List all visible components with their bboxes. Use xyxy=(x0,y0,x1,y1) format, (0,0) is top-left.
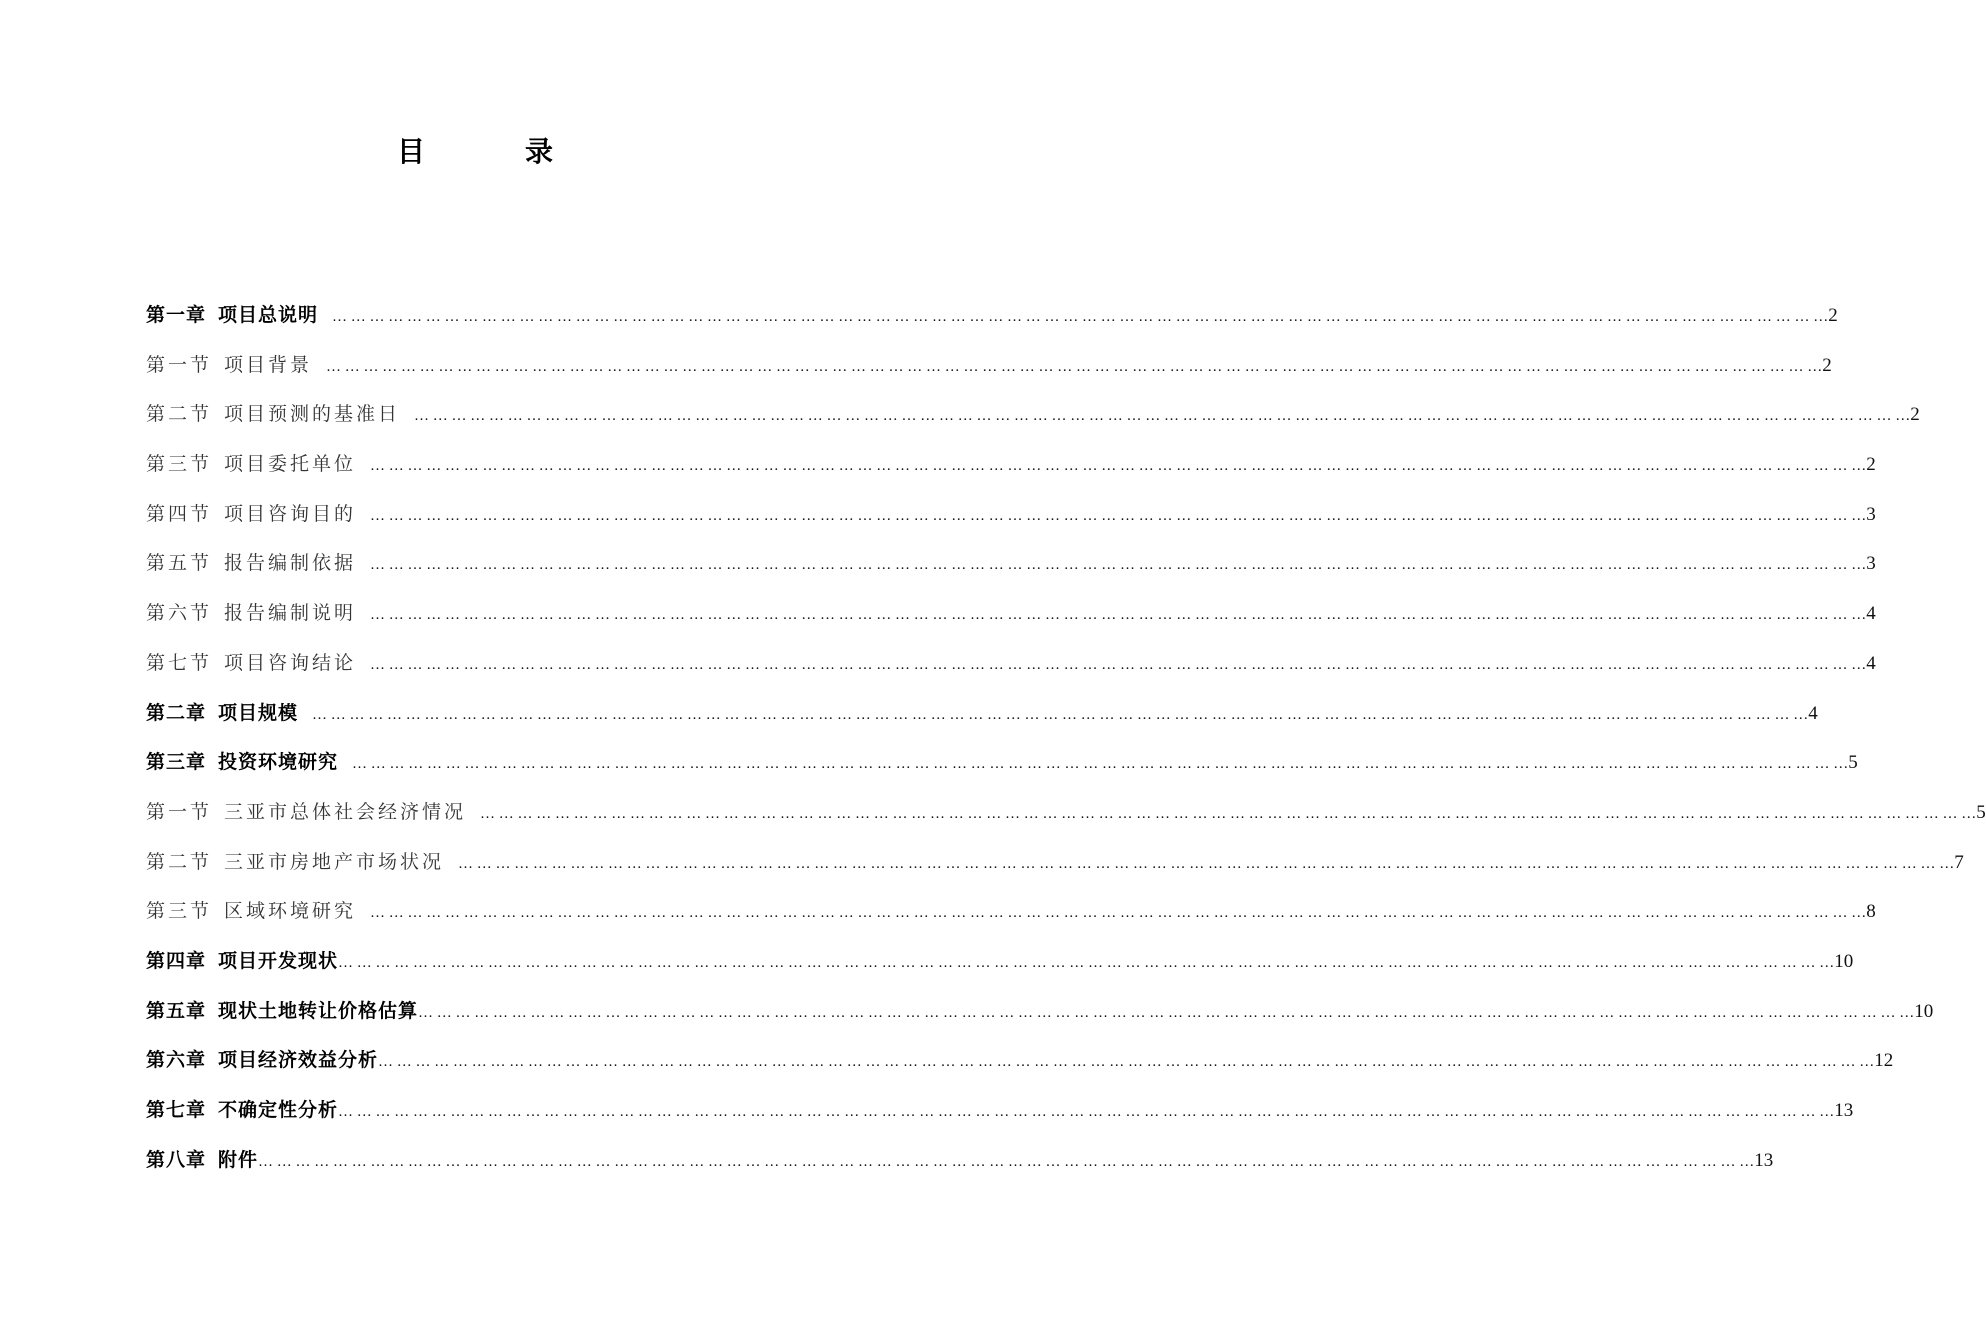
toc-entry-title: 项目委托单位 xyxy=(224,453,357,476)
toc-chapter-entry[interactable] xyxy=(146,993,1934,1043)
toc-chapter-entry[interactable] xyxy=(146,1092,1854,1142)
toc-page-number: 2 xyxy=(1822,354,1832,376)
toc-section-entry[interactable] xyxy=(146,347,1832,397)
toc-dot-leader: … … … … … … … … … … … … … … … … … … … … … … … … … … … … … … … … … … … … … … … … … … … … … … … … … … … … … … … … … … … … … … … … … … … … … … … … … … … … … … … … xyxy=(378,1054,1875,1071)
toc-page-number: 4 xyxy=(1866,652,1876,674)
toc-entry-number: 第二节 xyxy=(146,403,213,426)
toc-dot-leader: … … … … … … … … … … … … … … … … … … … … … … … … … … … … … … … … … … … … … … … … … … … … … … … … … … … … … … … … … … … … … … … … … … … … … … … … … … … … … … … … xyxy=(338,954,1835,971)
toc-page-number: 7 xyxy=(1954,851,1964,873)
toc-entry-number: 第七节 xyxy=(146,651,213,674)
toc-page-number: 10 xyxy=(1914,1000,1934,1022)
toc-section-entry[interactable] xyxy=(146,645,1876,695)
toc-entry-number: 第三章 xyxy=(146,751,207,774)
toc-page-number: 2 xyxy=(1910,404,1920,426)
toc-chapter-entry[interactable] xyxy=(146,695,1818,745)
toc-dot-leader: … … … … … … … … … … … … … … … … … … … … … … … … … … … … … … … … … … … … … … … … … … … … … … … … … … … … … … … … … … … … … … … … … … … … … … … … … … … … … … … … xyxy=(370,607,1867,624)
toc-entry-number: 第一章 xyxy=(146,304,207,326)
toc-dot-leader: … … … … … … … … … … … … … … … … … … … … … … … … … … … … … … … … … … … … … … … … … … … … … … … … … … … … … … … … … … … … … … … … … … … … … … … … … … … … … … … … xyxy=(480,805,1977,822)
toc-entry-title: 项目经济效益分析 xyxy=(218,1049,379,1072)
toc-page-number: 8 xyxy=(1866,901,1876,923)
toc-page-number: 13 xyxy=(1834,1100,1854,1121)
toc-dot-leader: … … … … … … … … … … … … … … … … … … … … … … … … … … … … … … … … … … … … … … … … … … … … … … … … … … … … … … … … … … … … … … … … … … … … … … … … … … … … … … … … xyxy=(458,855,1955,872)
toc-entry-number: 第五章 xyxy=(146,999,207,1022)
toc-entry-number: 第一节 xyxy=(146,353,213,376)
toc-entry-title: 区域环境研究 xyxy=(224,900,357,923)
toc-entry-title: 项目咨询结论 xyxy=(224,651,357,674)
toc-chapter-entry[interactable] xyxy=(146,1042,1894,1092)
toc-entry-title: 报告编制依据 xyxy=(224,552,357,575)
toc-dot-leader: … … … … … … … … … … … … … … … … … … … … … … … … … … … … … … … … … … … … … … … … … … … … … … … … … … … … … … … … … … … … … … … … … … … … … … … … … … … … … … … … xyxy=(370,905,1867,922)
toc-section-entry[interactable] xyxy=(146,844,1964,894)
toc-entry-title: 三亚市总体社会经济情况 xyxy=(224,800,467,823)
toc-dot-leader: … … … … … … … … … … … … … … … … … … … … … … … … … … … … … … … … … … … … … … … … … … … … … … … … … … … … … … … … … … … … … … … … … … … … … … … … … … … … … … … … xyxy=(370,656,1867,673)
toc-page-number: 2 xyxy=(1828,305,1838,326)
toc-dot-leader: … … … … … … … … … … … … … … … … … … … … … … … … … … … … … … … … … … … … … … … … … … … … … … … … … … … … … … … … … … … … … … … … … … … … … … … … … … … … … … … … xyxy=(312,706,1809,723)
toc-section-entry[interactable] xyxy=(146,893,1876,943)
toc-chapter-entry[interactable] xyxy=(146,943,1854,993)
toc-dot-leader: … … … … … … … … … … … … … … … … … … … … … … … … … … … … … … … … … … … … … … … … … … … … … … … … … … … … … … … … … … … … … … … … … … … … … … … … … … … … … … … … xyxy=(352,756,1849,773)
toc-page-number: 4 xyxy=(1866,603,1876,625)
toc-entry-title: 项目开发现状 xyxy=(218,949,339,972)
toc-page-number: 12 xyxy=(1874,1050,1894,1072)
toc-page-number: 3 xyxy=(1866,553,1876,575)
toc-page-number: 2 xyxy=(1866,454,1876,476)
toc-entry-title: 项目总说明 xyxy=(218,304,319,326)
toc-page-number: 10 xyxy=(1834,950,1854,972)
toc-section-entry[interactable] xyxy=(146,396,1920,446)
toc-dot-leader: … … … … … … … … … … … … … … … … … … … … … … … … … … … … … … … … … … … … … … … … … … … … … … … … … … … … … … … … … … … … … … … … … … … … … … … … … … … … … … … … xyxy=(414,408,1911,425)
toc-page-number: 4 xyxy=(1808,702,1818,724)
toc-entry-number: 第一节 xyxy=(146,800,213,823)
toc-entry-title: 投资环境研究 xyxy=(218,751,339,774)
toc-entry-number: 第四章 xyxy=(146,949,207,972)
toc-entry-number: 第五节 xyxy=(146,552,213,575)
toc-entry-title: 项目背景 xyxy=(224,353,313,376)
toc-entry-number: 第六章 xyxy=(146,1049,207,1072)
toc-entry-title: 附件 xyxy=(218,1148,259,1171)
toc-entry-number: 第四节 xyxy=(146,502,213,525)
toc-dot-leader: … … … … … … … … … … … … … … … … … … … … … … … … … … … … … … … … … … … … … … … … … … … … … … … … … … … … … … … … … … … … … … … … … … … … … … … … … … … … … … … … xyxy=(258,1153,1755,1170)
toc-entry-title: 项目预测的基准日 xyxy=(224,403,401,426)
toc-dot-leader: … … … … … … … … … … … … … … … … … … … … … … … … … … … … … … … … … … … … … … … … … … … … … … … … … … … … … … … … … … … … … … … … … … … … … … … … … … … … … … … … xyxy=(370,507,1867,524)
toc-entry-number: 第三节 xyxy=(146,900,213,923)
toc-page-number: 13 xyxy=(1754,1149,1774,1171)
toc-page-number: 3 xyxy=(1866,503,1876,525)
toc-entry-title: 现状土地转让价格估算 xyxy=(218,999,419,1022)
toc-dot-leader: … … … … … … … … … … … … … … … … … … … … … … … … … … … … … … … … … … … … … … … … … … … … … … … … … … … … … … … … … … … … … … … … … … … … … … … … … … … … … … … … xyxy=(418,1004,1915,1021)
toc-dot-leader: … … … … … … … … … … … … … … … … … … … … … … … … … … … … … … … … … … … … … … … … … … … … … … … … … … … … … … … … … … … … … … … … … … … … … … … … … … … … … … … … xyxy=(326,358,1823,375)
toc-entry-title: 三亚市房地产市场状况 xyxy=(224,850,445,873)
toc-section-entry[interactable] xyxy=(146,545,1876,595)
toc-page-number: 5 xyxy=(1848,752,1858,774)
toc-entry-title: 报告编制说明 xyxy=(224,602,357,625)
toc-entry-title: 项目咨询目的 xyxy=(224,502,357,525)
table-of-contents xyxy=(146,297,1986,1191)
toc-section-entry[interactable] xyxy=(146,496,1876,546)
toc-entry-number: 第三节 xyxy=(146,453,213,476)
toc-section-entry[interactable] xyxy=(146,794,1986,844)
toc-entry-number: 第八章 xyxy=(146,1148,207,1171)
toc-section-entry[interactable] xyxy=(146,595,1876,645)
toc-entry-number: 第二章 xyxy=(146,701,207,724)
toc-entry-title: 不确定性分析 xyxy=(218,1099,339,1121)
toc-entry-title: 项目规模 xyxy=(218,701,299,724)
toc-dot-leader: … … … … … … … … … … … … … … … … … … … … … … … … … … … … … … … … … … … … … … … … … … … … … … … … … … … … … … … … … … … … … … … … … … … … … … … … … … … … … … … … xyxy=(338,1104,1835,1120)
toc-chapter-entry[interactable] xyxy=(146,744,1858,794)
toc-dot-leader: … … … … … … … … … … … … … … … … … … … … … … … … … … … … … … … … … … … … … … … … … … … … … … … … … … … … … … … … … … … … … … … … … … … … … … … … … … … … … … … … xyxy=(332,309,1829,325)
toc-chapter-entry[interactable] xyxy=(146,297,1838,347)
toc-dot-leader: … … … … … … … … … … … … … … … … … … … … … … … … … … … … … … … … … … … … … … … … … … … … … … … … … … … … … … … … … … … … … … … … … … … … … … … … … … … … … … … … xyxy=(370,458,1867,475)
toc-entry-number: 第六节 xyxy=(146,602,213,625)
toc-page-number: 5 xyxy=(1976,801,1986,823)
toc-dot-leader: … … … … … … … … … … … … … … … … … … … … … … … … … … … … … … … … … … … … … … … … … … … … … … … … … … … … … … … … … … … … … … … … … … … … … … … … … … … … … … … … xyxy=(370,557,1867,574)
toc-chapter-entry[interactable] xyxy=(146,1142,1774,1192)
page-title: 目 录 xyxy=(396,135,589,168)
toc-entry-number: 第七章 xyxy=(146,1099,207,1121)
toc-entry-number: 第二节 xyxy=(146,850,213,873)
toc-section-entry[interactable] xyxy=(146,446,1876,496)
